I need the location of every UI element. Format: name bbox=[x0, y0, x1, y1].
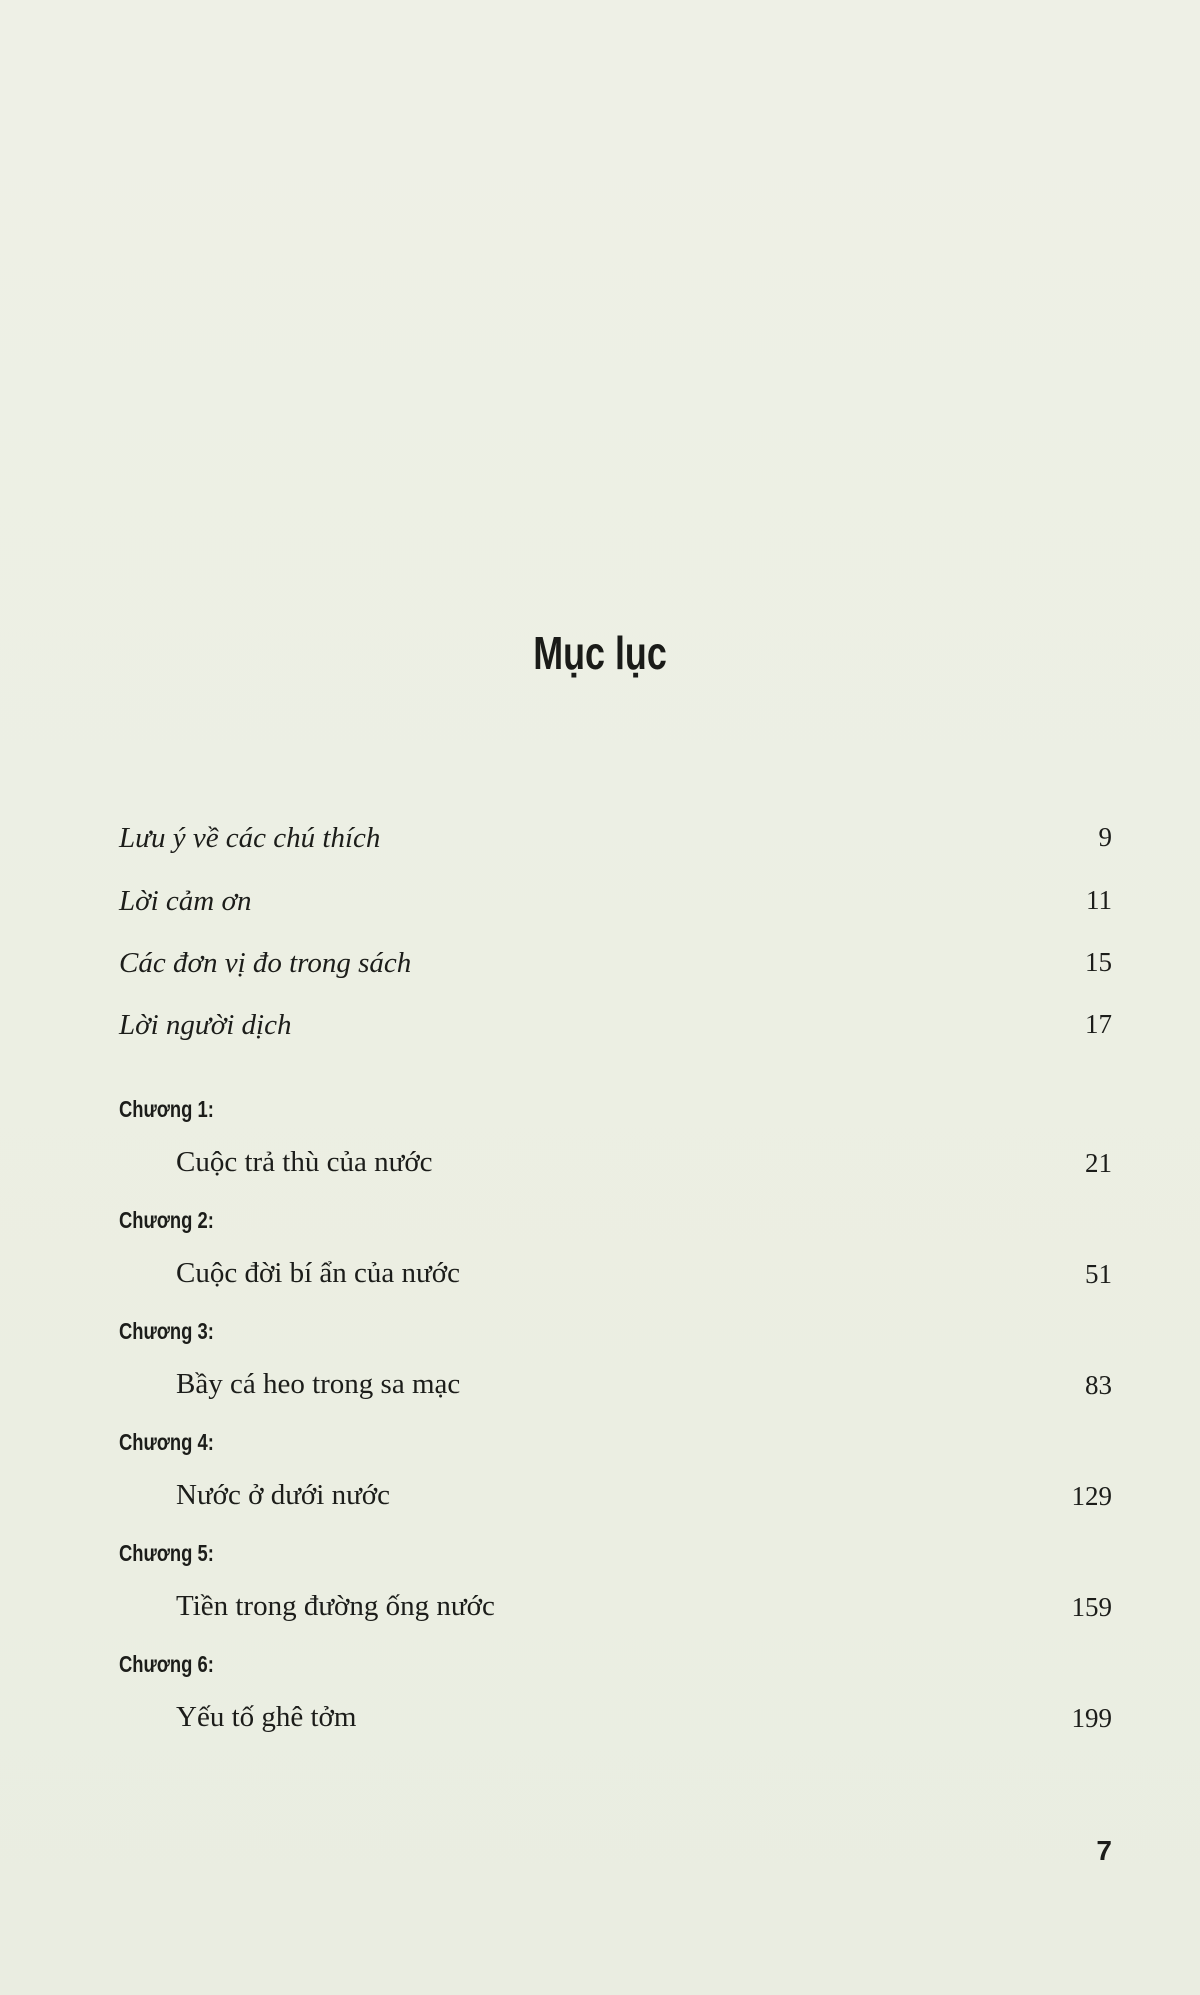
page-title: Mục lục bbox=[533, 626, 667, 679]
toc-entry-translator[interactable] bbox=[0, 1009, 1200, 1049]
toc-entry-page: 199 bbox=[1071, 1703, 1112, 1733]
toc-entry-label: Lời cảm ơn bbox=[119, 885, 252, 917]
toc-entry-page: 17 bbox=[1085, 1009, 1112, 1039]
toc-entry-label: Lời người dịch bbox=[119, 1009, 292, 1041]
toc-entry-label: Yếu tố ghê tởm bbox=[176, 1701, 357, 1733]
toc-entry-label: Tiền trong đường ống nước bbox=[176, 1590, 495, 1622]
toc-chapter-2[interactable] bbox=[0, 1207, 1200, 1297]
toc-entry-label: Các đơn vị đo trong sách bbox=[119, 947, 412, 979]
toc-entry-label: Cuộc trả thù của nước bbox=[176, 1146, 433, 1178]
chapter-tag: Chương 6: bbox=[119, 1651, 214, 1677]
toc-chapter-3[interactable] bbox=[0, 1318, 1200, 1408]
toc-entry-page: 21 bbox=[1085, 1148, 1112, 1178]
toc-chapter-6[interactable] bbox=[0, 1651, 1200, 1741]
toc-entry-label: Lưu ý về các chú thích bbox=[119, 822, 381, 854]
chapter-tag: Chương 2: bbox=[119, 1207, 214, 1233]
toc-chapter-4[interactable] bbox=[0, 1429, 1200, 1519]
toc-entry-page: 11 bbox=[1086, 885, 1112, 915]
toc-entry-label: Nước ở dưới nước bbox=[176, 1479, 390, 1511]
toc-chapter-1[interactable] bbox=[0, 1096, 1200, 1186]
chapter-tag: Chương 1: bbox=[119, 1096, 214, 1122]
chapter-tag: Chương 4: bbox=[119, 1429, 214, 1455]
toc-entry-label: Cuộc đời bí ẩn của nước bbox=[176, 1257, 460, 1289]
toc-entry-acknowledgements[interactable] bbox=[0, 885, 1200, 925]
toc-entry-page: 83 bbox=[1085, 1370, 1112, 1400]
page-number: 7 bbox=[1096, 1835, 1112, 1866]
chapter-tag: Chương 3: bbox=[119, 1318, 214, 1344]
toc-entry-page: 159 bbox=[1071, 1592, 1112, 1622]
toc-entry-page: 129 bbox=[1071, 1481, 1112, 1511]
toc-chapter-5[interactable] bbox=[0, 1540, 1200, 1630]
chapter-tag: Chương 5: bbox=[119, 1540, 214, 1566]
toc-entry-label: Bầy cá heo trong sa mạc bbox=[176, 1368, 461, 1400]
toc-entry-page: 15 bbox=[1085, 947, 1112, 977]
toc-entry-page: 9 bbox=[1098, 822, 1112, 852]
toc-entry-units[interactable] bbox=[0, 947, 1200, 987]
toc-entry-page: 51 bbox=[1085, 1259, 1112, 1289]
toc-entry-notes[interactable] bbox=[0, 822, 1200, 862]
